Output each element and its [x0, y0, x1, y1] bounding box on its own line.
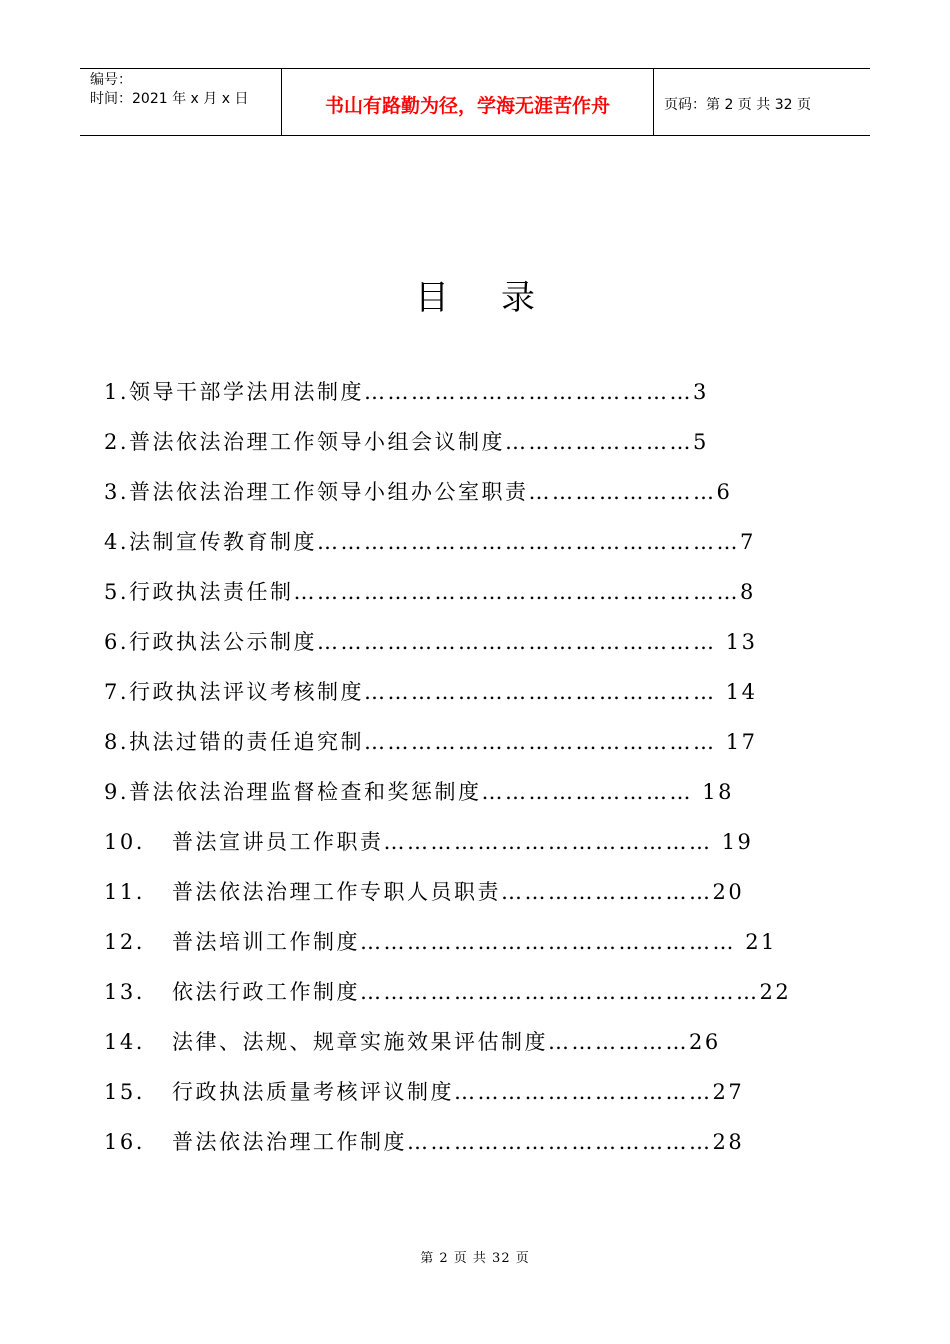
- toc-entry[interactable]: [104, 771, 744, 821]
- toc-entry-page: 22: [759, 980, 792, 1004]
- toc-entry-number: 10.: [104, 830, 145, 854]
- toc-entry[interactable]: [104, 1021, 744, 1071]
- toc-entry-page: 7: [740, 530, 756, 554]
- toc-entry-leader: ……………………: [505, 430, 694, 454]
- toc-entry-title: 行政执法评议考核制度: [129, 680, 365, 704]
- toc-entry-leader: ……………………………………: [364, 380, 694, 404]
- toc-entry-title: 普法依法治理工作制度: [172, 1130, 407, 1154]
- toc-entry[interactable]: [104, 721, 758, 771]
- toc-entry-number: 5.: [104, 580, 130, 604]
- toc-entry[interactable]: [104, 671, 758, 721]
- toc-entry-leader: ………………………………………: [364, 680, 726, 704]
- header-number-label: 编号：: [90, 72, 132, 88]
- header-time-label: 时间：2021 年 x 月 x 日: [90, 91, 249, 107]
- toc-entry-number: 15.: [104, 1080, 145, 1104]
- toc-entry-title: 依法行政工作制度: [172, 980, 360, 1004]
- toc-entry[interactable]: [104, 371, 744, 421]
- toc-entry-number: 13.: [104, 980, 145, 1004]
- toc-entry-title: 法律、法规、规章实施效果评估制度: [172, 1030, 548, 1054]
- toc-entry-title: 普法依法治理工作领导小组会议制度: [129, 430, 506, 454]
- toc-entry-page: 6: [716, 480, 733, 504]
- toc-entry-title: 普法依法治理监督检查和奖惩制度: [129, 780, 482, 804]
- toc-entry-page: 3: [693, 380, 709, 404]
- toc-entry-title: 领导干部学法用法制度: [129, 380, 365, 404]
- toc-entry-number: 6.: [104, 630, 130, 654]
- toc-entry-number: 3.: [104, 480, 130, 504]
- toc-entry-leader: ……………………………………………: [317, 630, 726, 654]
- toc-entry[interactable]: [104, 621, 758, 671]
- header-page-info: 页码：第 2 页 共 32 页: [664, 97, 811, 113]
- toc-entry-leader: ……………………………………: [383, 830, 722, 854]
- page-header: [80, 68, 870, 136]
- toc-entry-page: 17: [725, 730, 758, 754]
- toc-entry-number: 1.: [104, 380, 130, 404]
- toc-entry-title: 普法培训工作制度: [172, 930, 360, 954]
- toc-entry-leader: ………………………: [481, 780, 703, 804]
- toc-entry-number: 8.: [104, 730, 130, 754]
- toc-entry[interactable]: [104, 1121, 744, 1171]
- toc-entry-title: 行政执法责任制: [129, 580, 294, 604]
- toc-entry-leader: ………………………………………………: [317, 530, 741, 554]
- toc-entry-title: 普法依法治理工作领导小组办公室职责: [129, 480, 529, 504]
- toc-entry-title: 普法依法治理工作专职人员职责: [172, 880, 501, 904]
- toc-entry-page: 5: [693, 430, 709, 454]
- toc-entry-page: 18: [702, 780, 734, 804]
- toc-entry-number: 7.: [104, 680, 130, 704]
- toc-entry-number: 2.: [104, 430, 130, 454]
- toc-entry-leader: …………………………………: [407, 1130, 713, 1154]
- toc-entry-number: 11.: [104, 880, 145, 904]
- toc-entry-title: 行政执法公示制度: [129, 630, 318, 654]
- toc-entry-page: 28: [712, 1130, 745, 1154]
- toc-entry-page: 27: [712, 1080, 745, 1104]
- toc-entry-number: 9.: [104, 780, 130, 804]
- toc-entry-leader: ………………………: [501, 880, 713, 904]
- toc-entry-page: 20: [712, 880, 745, 904]
- page-title: 目录: [415, 278, 587, 318]
- header-motto: 书山有路勤为径，学海无涯苦作舟: [282, 69, 654, 135]
- toc-entry-number: 14.: [104, 1030, 145, 1054]
- page-footer: 第 2 页 共 32 页: [420, 1251, 530, 1266]
- toc-entry-leader: ………………: [548, 1030, 689, 1054]
- toc-entry-page: 8: [740, 580, 756, 604]
- toc-entry-title: 普法宣讲员工作职责: [172, 830, 384, 854]
- toc-entry[interactable]: [104, 571, 756, 621]
- toc-entry-title: 法制宣传教育制度: [129, 530, 318, 554]
- toc-entry[interactable]: [104, 471, 744, 521]
- toc-entry-leader: ………………………………………: [364, 730, 726, 754]
- toc-entry-page: 21: [745, 930, 777, 954]
- toc-entry[interactable]: [104, 421, 744, 471]
- toc-entry-leader: ……………………………: [454, 1080, 713, 1104]
- header-meta: [80, 69, 282, 135]
- toc-entry-number: 4.: [104, 530, 130, 554]
- toc-entry[interactable]: [104, 821, 754, 871]
- toc-entry-leader: …………………………………………: [360, 930, 746, 954]
- toc-entry-page: 13: [725, 630, 758, 654]
- toc-entry-title: 执法过错的责任追究制: [129, 730, 365, 754]
- toc-entry-page: 19: [721, 830, 754, 854]
- table-of-contents: [104, 371, 792, 1171]
- toc-entry-leader: ……………………: [528, 480, 717, 504]
- toc-entry-leader: ……………………………………………: [360, 980, 760, 1004]
- toc-entry[interactable]: [104, 921, 777, 971]
- toc-entry-number: 16.: [104, 1130, 145, 1154]
- toc-entry-number: 12.: [104, 930, 145, 954]
- toc-entry[interactable]: [104, 871, 744, 921]
- toc-entry-page: 26: [689, 1030, 721, 1054]
- toc-entry-title: 行政执法质量考核评议制度: [172, 1080, 454, 1104]
- toc-entry[interactable]: [104, 521, 756, 571]
- toc-entry-leader: …………………………………………………: [293, 580, 741, 604]
- toc-entry[interactable]: [104, 971, 792, 1021]
- toc-entry-page: 14: [725, 680, 758, 704]
- toc-entry[interactable]: [104, 1071, 744, 1121]
